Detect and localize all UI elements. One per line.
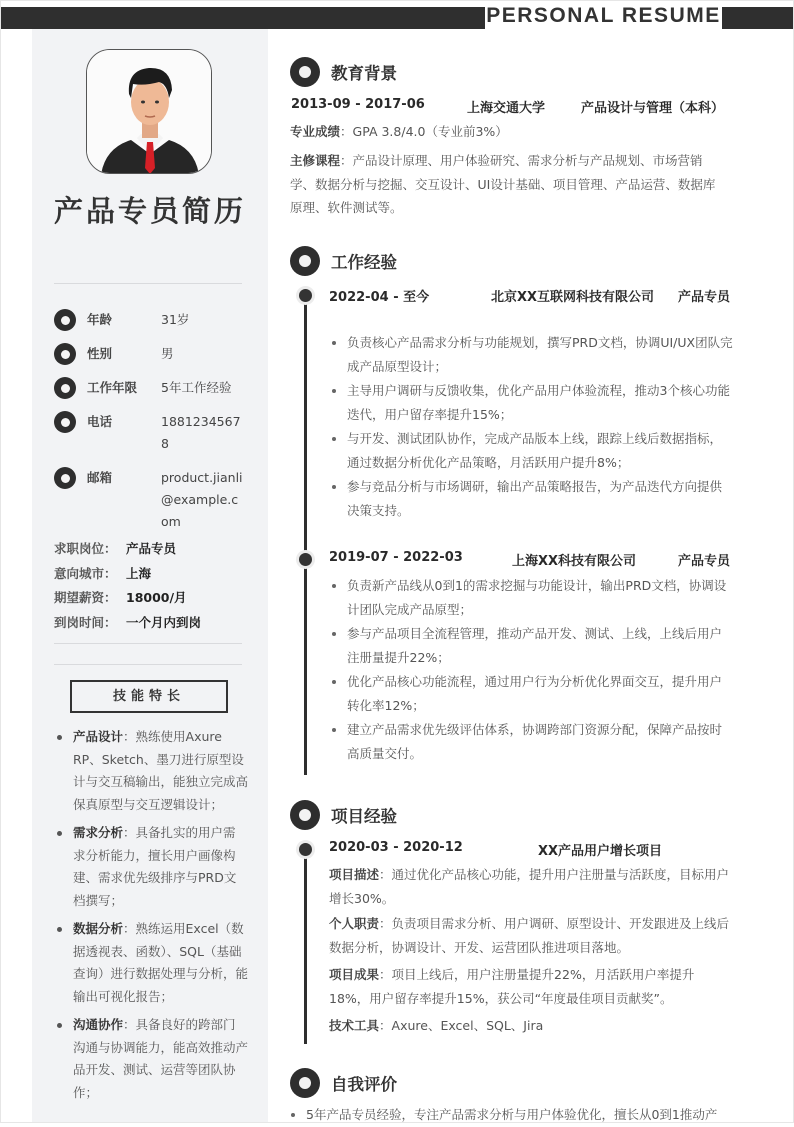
section-title: 项目经验 <box>331 807 397 826</box>
education-period: 2013-09 - 2017-06 <box>291 97 425 112</box>
skill-item <box>54 1014 248 1104</box>
page-title: PERSONAL RESUME <box>486 4 721 27</box>
info-label: 工作年限 <box>87 380 138 395</box>
field-text: Axure、Excel、SQL、Jira <box>391 1018 544 1033</box>
avatar <box>86 49 212 174</box>
ring-icon <box>54 467 76 489</box>
job-bullets <box>329 331 733 523</box>
info-row-phone <box>54 411 254 455</box>
field-label: 项目描述 <box>329 867 380 882</box>
job-period: 2019-07 - 2022-03 <box>329 550 463 565</box>
skill-name: 数据分析 <box>73 921 124 936</box>
project-tools <box>329 1014 734 1038</box>
info-value: 男 <box>161 346 174 361</box>
field-text: 负责项目需求分析、用户调研、原型设计、开发跟进及上线后数据分析，协调设计、开发、运营团队推进项目落地。 <box>329 916 730 955</box>
info-row-gender <box>54 343 254 365</box>
ring-icon <box>290 246 320 276</box>
section-work <box>290 246 397 276</box>
ring-icon <box>54 411 76 433</box>
job-role: 产品专员 <box>678 554 731 569</box>
info-label: 年龄 <box>87 312 113 327</box>
separator: ： <box>340 153 353 168</box>
job-company: 北京XX互联网科技有限公司 <box>491 290 655 305</box>
header-bar-left-decoration <box>0 7 485 29</box>
ring-icon <box>54 309 76 331</box>
intent-row <box>54 537 254 562</box>
separator: ： <box>379 1018 392 1033</box>
info-row-email <box>54 467 254 533</box>
ring-icon <box>54 377 76 399</box>
skill-text: 具备良好的跨部门沟通与协调能力，能高效推动产品开发、测试、运营等团队协作； <box>73 1017 249 1100</box>
separator: ： <box>379 967 392 982</box>
separator: ： <box>123 921 136 936</box>
intent-value: 18000/月 <box>126 590 187 605</box>
section-self-evaluation <box>290 1068 397 1098</box>
ring-icon <box>290 57 320 87</box>
project-result <box>329 963 734 1010</box>
bullet-item: 负责新产品线从0到1的需求挖掘与功能设计，输出PRD文档，协调设计团队完成产品原型； <box>329 574 733 622</box>
intent-row <box>54 611 254 636</box>
divider <box>54 283 242 284</box>
bullet-item: 负责核心产品需求分析与功能规划，撰写PRD文档，协调UI/UX团队完成产品原型设计； <box>329 331 733 379</box>
skill-item <box>54 918 248 1008</box>
intent-label: 期望薪资： <box>54 590 117 605</box>
info-label: 邮箱 <box>87 470 113 485</box>
field-label: 技术工具 <box>329 1018 380 1033</box>
job-company: 上海XX科技有限公司 <box>512 554 637 569</box>
field-label: 个人职责 <box>329 916 380 931</box>
phone-value[interactable]: 18812345678 <box>161 414 241 451</box>
header-bar-right-decoration <box>722 7 794 29</box>
bullet-item: 建立产品需求优先级评估体系，协调跨部门资源分配，保障产品按时高质量交付。 <box>329 718 733 766</box>
bullet-item: 与开发、测试团队协作，完成产品版本上线，跟踪上线后数据指标，通过数据分析优化产品策略，月活跃用户提升8%； <box>329 427 733 475</box>
job-bullets <box>329 574 733 766</box>
separator: ： <box>379 916 392 931</box>
skills-list <box>54 726 248 1110</box>
ring-icon <box>54 343 76 365</box>
education-major: 产品设计与管理（本科） <box>581 101 725 116</box>
bullet-item: 主导用户调研与反馈收集，优化产品用户体验流程，推动3个核心功能迭代，用户留存率提升15%； <box>329 379 733 427</box>
intent-label: 到岗时间： <box>54 614 117 630</box>
section-title: 工作经验 <box>331 253 397 272</box>
skills-heading: 技能特长 <box>70 680 228 713</box>
info-row-experience <box>54 377 254 399</box>
job-role: 产品专员 <box>678 290 731 305</box>
skill-item <box>54 822 248 912</box>
personal-info-list <box>54 309 254 545</box>
skill-name: 产品设计 <box>73 729 124 744</box>
project-name: XX产品用户增长项目 <box>538 844 663 859</box>
field-label: 项目成果 <box>329 967 380 982</box>
timeline-line <box>304 849 307 1044</box>
timeline-line <box>304 295 307 775</box>
divider <box>54 643 242 644</box>
gpa-value: GPA 3.8/4.0（专业前3%） <box>352 124 508 139</box>
intent-label: 求职岗位： <box>54 541 117 556</box>
field-label: 专业成绩 <box>290 124 341 139</box>
divider <box>54 664 242 665</box>
self-eval-bullets <box>288 1103 738 1127</box>
intent-value: 一个月内到岗 <box>126 614 202 630</box>
timeline-dot <box>299 843 312 856</box>
education-gpa <box>290 120 730 144</box>
timeline-dot <box>299 289 312 302</box>
separator: ： <box>340 124 353 139</box>
section-project <box>290 800 397 830</box>
field-text: 通过优化产品核心功能，提升用户注册量与活跃度，目标用户增长30%。 <box>329 867 730 906</box>
separator: ： <box>123 1017 136 1032</box>
field-label: 主修课程 <box>290 153 341 168</box>
intent-value: 上海 <box>126 565 152 581</box>
skill-item <box>54 726 248 816</box>
resume-name: 产品专员简历 <box>53 194 246 228</box>
email-value[interactable]: product.jianli@example.com <box>161 470 243 529</box>
education-school: 上海交通大学 <box>467 101 546 116</box>
intent-value: 产品专员 <box>126 541 177 556</box>
field-text: 项目上线后，用户注册量提升22%，月活跃用户率提升18%，用户留存率提升15%，获公司“年度最佳项目贡献奖”。 <box>329 967 695 1006</box>
skill-text: 具备扎实的用户需求分析能力，擅长用户画像构建、需求优先级排序与PRD文档撰写； <box>73 825 237 908</box>
person-portrait-icon <box>87 50 212 174</box>
timeline-dot <box>299 553 312 566</box>
intent-label: 意向城市： <box>54 565 117 581</box>
intent-row <box>54 562 254 587</box>
ring-icon <box>290 800 320 830</box>
education-courses <box>290 149 725 220</box>
ring-icon <box>290 1068 320 1098</box>
intent-row <box>54 586 254 611</box>
section-title: 教育背景 <box>331 64 397 83</box>
separator: ： <box>123 729 136 744</box>
project-description <box>329 863 734 910</box>
job-period: 2022-04 - 至今 <box>329 290 430 305</box>
job-intent <box>54 537 254 635</box>
skill-name: 沟通协作 <box>73 1017 124 1032</box>
separator: ： <box>379 867 392 882</box>
courses-value: 产品设计原理、用户体验研究、需求分析与产品规划、市场营销学、数据分析与挖掘、交互设计、UI设计基础、项目管理、产品运营、数据库原理、软件测试等。 <box>290 153 716 215</box>
bullet-item: 5年产品专员经验，专注产品需求分析与用户体验优化，擅长从0到1推动产 <box>288 1103 738 1127</box>
project-period: 2020-03 - 2020-12 <box>329 840 463 855</box>
info-label: 电话 <box>87 414 113 429</box>
info-label: 性别 <box>87 346 113 361</box>
skill-text: 熟练使用Axure RP、Sketch、墨刀进行原型设计与交互稿输出，能独立完成高保真原型与交互逻辑设计； <box>73 729 249 812</box>
skill-name: 需求分析 <box>73 825 124 840</box>
header-bar <box>0 4 794 29</box>
skill-text: 熟练运用Excel（数据透视表、函数）、SQL（基础查询）进行数据处理与分析，能输出可视化报告； <box>73 921 249 1004</box>
bullet-item: 优化产品核心功能流程，通过用户行为分析优化界面交互，提升用户转化率12%； <box>329 670 733 718</box>
info-row-age <box>54 309 254 331</box>
info-value: 31岁 <box>161 312 190 327</box>
bullet-item: 参与产品项目全流程管理，推动产品开发、测试、上线，上线后用户注册量提升22%； <box>329 622 733 670</box>
sidebar <box>32 29 268 1123</box>
bullet-item: 参与竞品分析与市场调研，输出产品策略报告，为产品迭代方向提供决策支持。 <box>329 475 733 523</box>
info-value: 5年工作经验 <box>161 380 232 395</box>
section-title: 自我评价 <box>331 1075 397 1094</box>
separator: ： <box>123 825 136 840</box>
project-responsibility <box>329 912 734 959</box>
section-education <box>290 57 397 87</box>
